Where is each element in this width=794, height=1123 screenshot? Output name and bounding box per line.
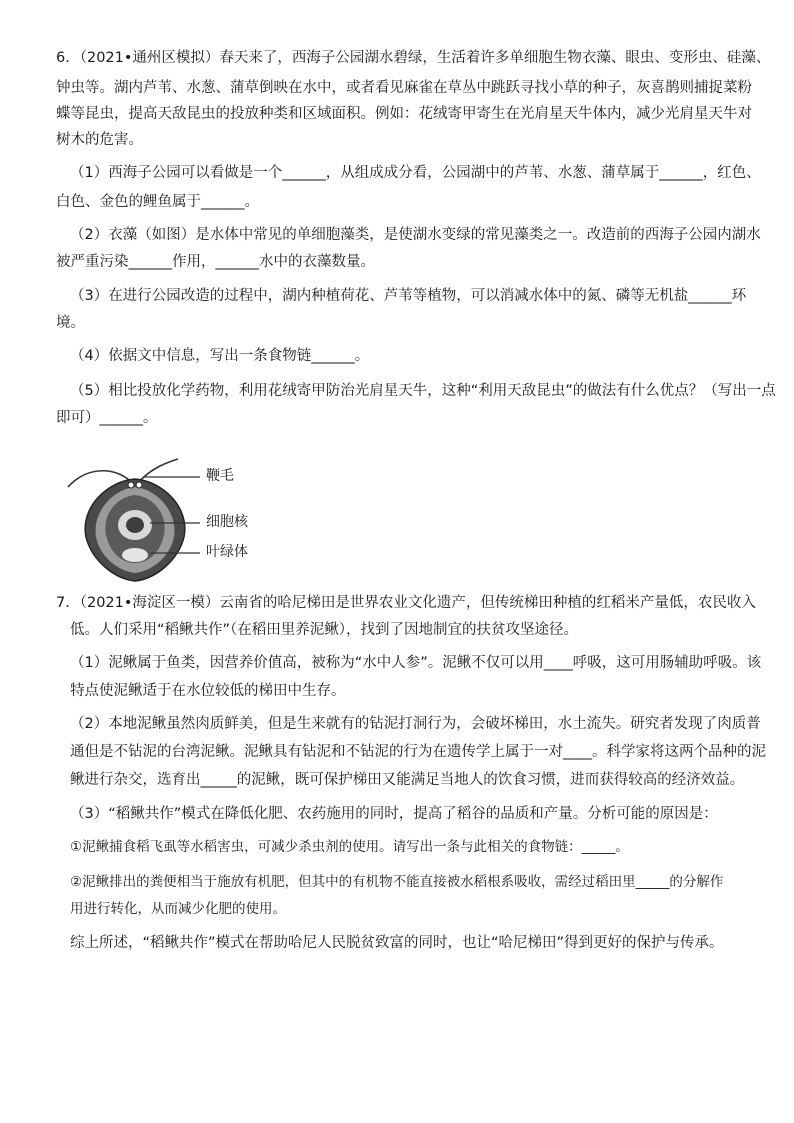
q6-stem-line-1: 6．（2021•通州区模拟）春天来了，西海子公园湖水碧绿，生活着许多单细胞生物衣藻、眼虫、变形虫、硅藻、 [56,50,771,66]
q6-sub5-line-1: （5）相比投放化学药物，利用花绒寄甲防治光肩星天牛，这种“利用天敌昆虫”的做法有什么优点？（写出一点 [70,383,776,399]
q7-conclusion: 综上所述，“稻鳅共作”模式在帮助哈尼人民脱贫致富的同时，也让“哈尼梯田”得到更好的保护与传承。 [70,935,724,951]
chloroplast-label: 叶绿体 [206,544,248,560]
q6-sub1-line-1: （1）西海子公园可以看做是一个______，从组成成分看，公园湖中的芦苇、水葱、蒲草属于______，红色、 [70,165,761,181]
q7-circle1-line-1: ①泥鳅捕食稻飞虱等水稻害虫，可减少杀虫剂的使用。请写出一条与此相关的食物链：_____。 [70,839,629,855]
chlamydomonas-figure [60,455,280,585]
q7-sub3-line-1: （3）“稻鳅共作”模式在降低化肥、农药施用的同时，提高了稻谷的品质和产量。分析可能的原因是： [70,806,718,822]
nucleus-label: 细胞核 [206,514,248,530]
q7-stem-line-2: 低。人们采用“稻鳅共作”（在稻田里养泥鳅），找到了因地制宜的扶贫攻坚途径。 [70,622,579,638]
q7-sub1-line-1: （1）泥鳅属于鱼类，因营养价值高，被称为“水中人参”。泥鳅不仅可以用____呼吸，这可用肠辅助呼吸。该 [70,655,762,671]
q7-sub2-line-3: 鳅进行杂交，选育出_____的泥鳅，既可保护梯田又能满足当地人的饮食习惯，进而获得较高的经济效益。 [70,772,745,788]
q6-sub2-line-1: （2）衣藻（如图）是水体中常见的单细胞藻类，是使湖水变绿的常见藻类之一。改造前的西海子公园内湖水 [70,227,761,243]
q7-circle2-line-2: 用进行转化，从而减少化肥的使用。 [70,901,286,917]
q6-sub3-line-1: （3）在进行公园改造的过程中，湖内种植荷花、芦苇等植物，可以消减水体中的氮、磷等无机盐______环 [70,288,747,304]
q6-stem-line-3: 蝶等昆虫，提高天敌昆虫的投放种类和区域面积。例如：花绒寄甲寄生在光肩星天牛体内，减少光肩星天牛对 [56,106,752,122]
q6-stem-line-2: 钟虫等。湖内芦苇、水葱、蒲草倒映在水中，或者看见麻雀在草丛中跳跃寻找小草的种子，灰喜鹊则捕捉菜粉 [56,80,752,96]
q6-sub5-line-2: 即可）______。 [56,410,158,426]
flagella-label: 鞭毛 [206,468,234,484]
q6-sub3-line-2: 境。 [56,315,85,331]
q6-stem-line-4: 树木的危害。 [56,132,143,148]
q6-sub2-line-2: 被严重污染______作用，______水中的衣藻数量。 [56,254,375,270]
q7-circle2-line-1: ②泥鳅排出的粪便相当于施放有机肥，但其中的有机物不能直接被水稻根系吸收，需经过稻田里_____的分解作 [70,874,724,890]
q7-sub2-line-2: 通但是不钻泥的台湾泥鳅。泥鳅具有钻泥和不钻泥的行为在遗传学上属于一对____。科学家将这两个品种的泥 [70,744,766,760]
q7-stem-line-1: 7．（2021•海淀区一模）云南省的哈尼梯田是世界农业文化遗产，但传统梯田种植的红稻米产量低，农民收入 [56,595,756,611]
q7-sub2-line-1: （2）本地泥鳅虽然肉质鲜美，但是生来就有的钻泥打洞行为，会破坏梯田，水土流失。研究者发现了肉质普 [70,716,761,732]
q6-sub4-line-1: （4）依据文中信息，写出一条食物链______。 [70,348,370,364]
q7-sub1-line-2: 特点使泥鳅适于在水位较低的梯田中生存。 [70,683,346,699]
q6-sub1-line-2: 白色、金色的鲤鱼属于______。 [56,194,259,210]
